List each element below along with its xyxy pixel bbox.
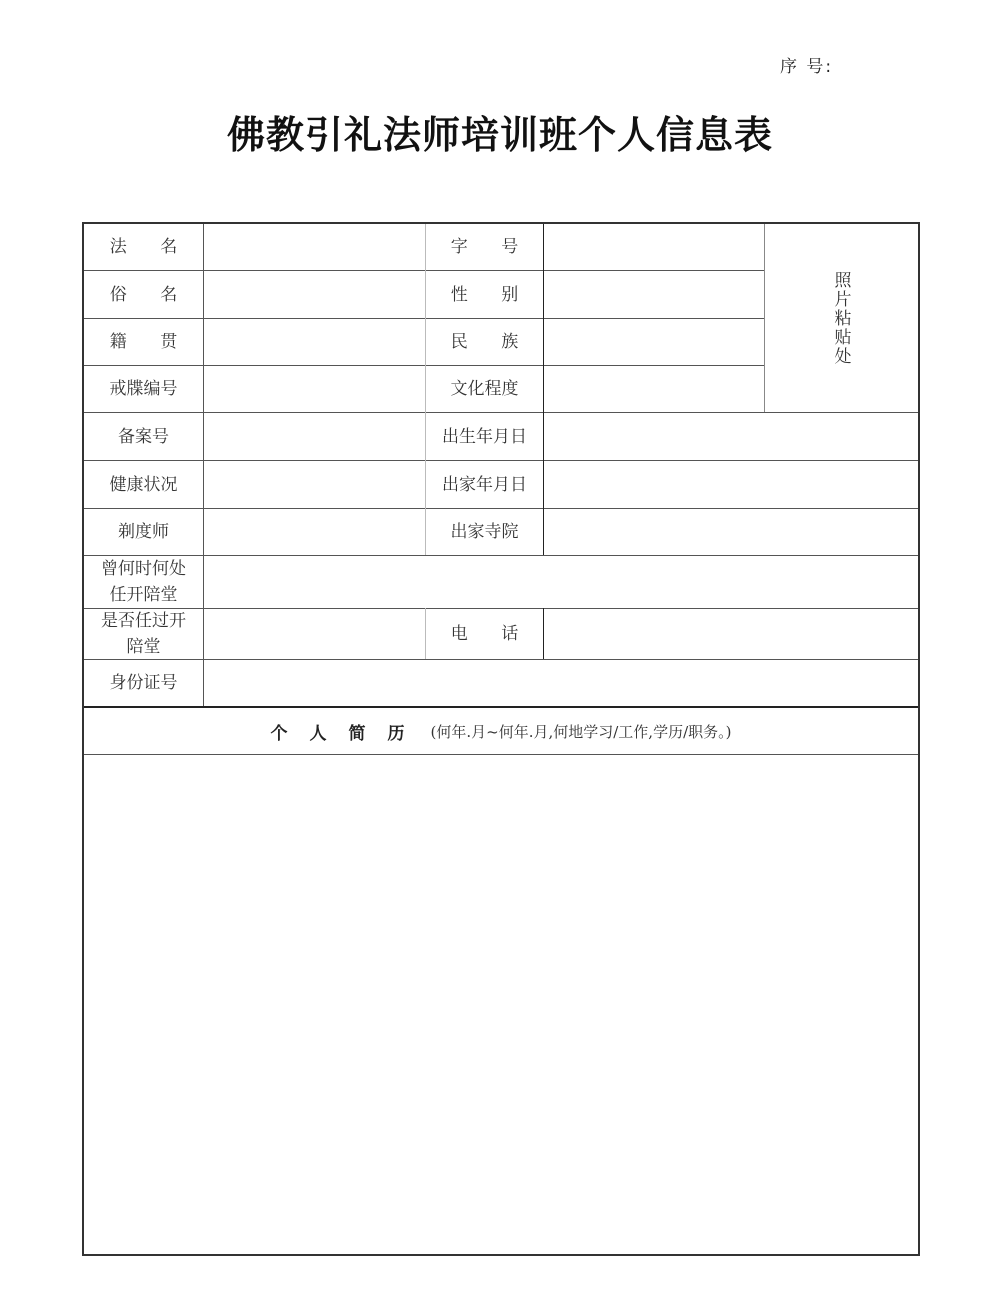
resume-hint: (何年.月~何年.月,何地学习/工作,学历/职务。) (430, 722, 732, 741)
label-courtesy-name: 字 号 (450, 237, 533, 257)
input-native-place[interactable] (204, 319, 425, 365)
serial-number-label: 序 号: (780, 57, 834, 77)
input-phone[interactable] (545, 609, 916, 659)
label-lay-name: 俗 名 (109, 284, 192, 305)
input-id-number[interactable] (204, 660, 916, 706)
resume-title: 个人简历 (270, 723, 427, 744)
label-ordination-date: 出家年月日 (442, 474, 527, 495)
input-gender[interactable] (545, 271, 764, 318)
input-ever-ceremony[interactable] (204, 609, 425, 659)
input-monastery[interactable] (545, 509, 916, 555)
label-tonsure-master: 剃度师 (118, 522, 169, 542)
label-record-no: 备案号 (118, 426, 169, 447)
input-birth-date[interactable] (545, 413, 916, 460)
label-dharma-name: 法 名 (109, 237, 192, 257)
label-id-number: 身份证号 (109, 673, 178, 693)
label-monastery: 出家寺院 (450, 522, 519, 542)
label-gender: 性 别 (450, 284, 533, 305)
resume-textarea[interactable] (84, 755, 916, 1252)
input-education[interactable] (545, 366, 764, 412)
input-ordination-date[interactable] (545, 461, 916, 508)
label-education: 文化程度 (450, 379, 519, 399)
label-native-place: 籍 贯 (109, 332, 192, 352)
input-health[interactable] (204, 461, 425, 508)
label-ethnicity: 民 族 (450, 332, 533, 352)
photo-placeholder-label: 照片粘贴处 (830, 270, 851, 366)
photo-placeholder[interactable] (765, 224, 916, 412)
input-courtesy-name[interactable] (545, 224, 764, 270)
label-ordination-cert-no: 戒牒编号 (109, 379, 178, 399)
form-title: 佛教引礼法师培训班个人信息表 (226, 112, 773, 157)
label-health: 健康状况 (109, 474, 178, 495)
label-birth-date: 出生年月日 (442, 426, 527, 447)
input-record-no[interactable] (204, 413, 425, 460)
column-divider (543, 608, 544, 659)
column-divider (543, 224, 544, 555)
input-past-ceremony[interactable] (204, 556, 916, 608)
label-past-ceremony: 曾何时何处 任开陪堂 (101, 559, 186, 605)
label-phone: 电 话 (450, 624, 533, 644)
input-tonsure-master[interactable] (204, 509, 425, 555)
resume-header (84, 708, 918, 754)
input-ordination-cert-no[interactable] (204, 366, 425, 412)
input-ethnicity[interactable] (545, 319, 764, 365)
label-ever-ceremony: 是否任过开 陪堂 (101, 611, 186, 657)
input-lay-name[interactable] (204, 271, 425, 318)
input-dharma-name[interactable] (204, 224, 425, 270)
